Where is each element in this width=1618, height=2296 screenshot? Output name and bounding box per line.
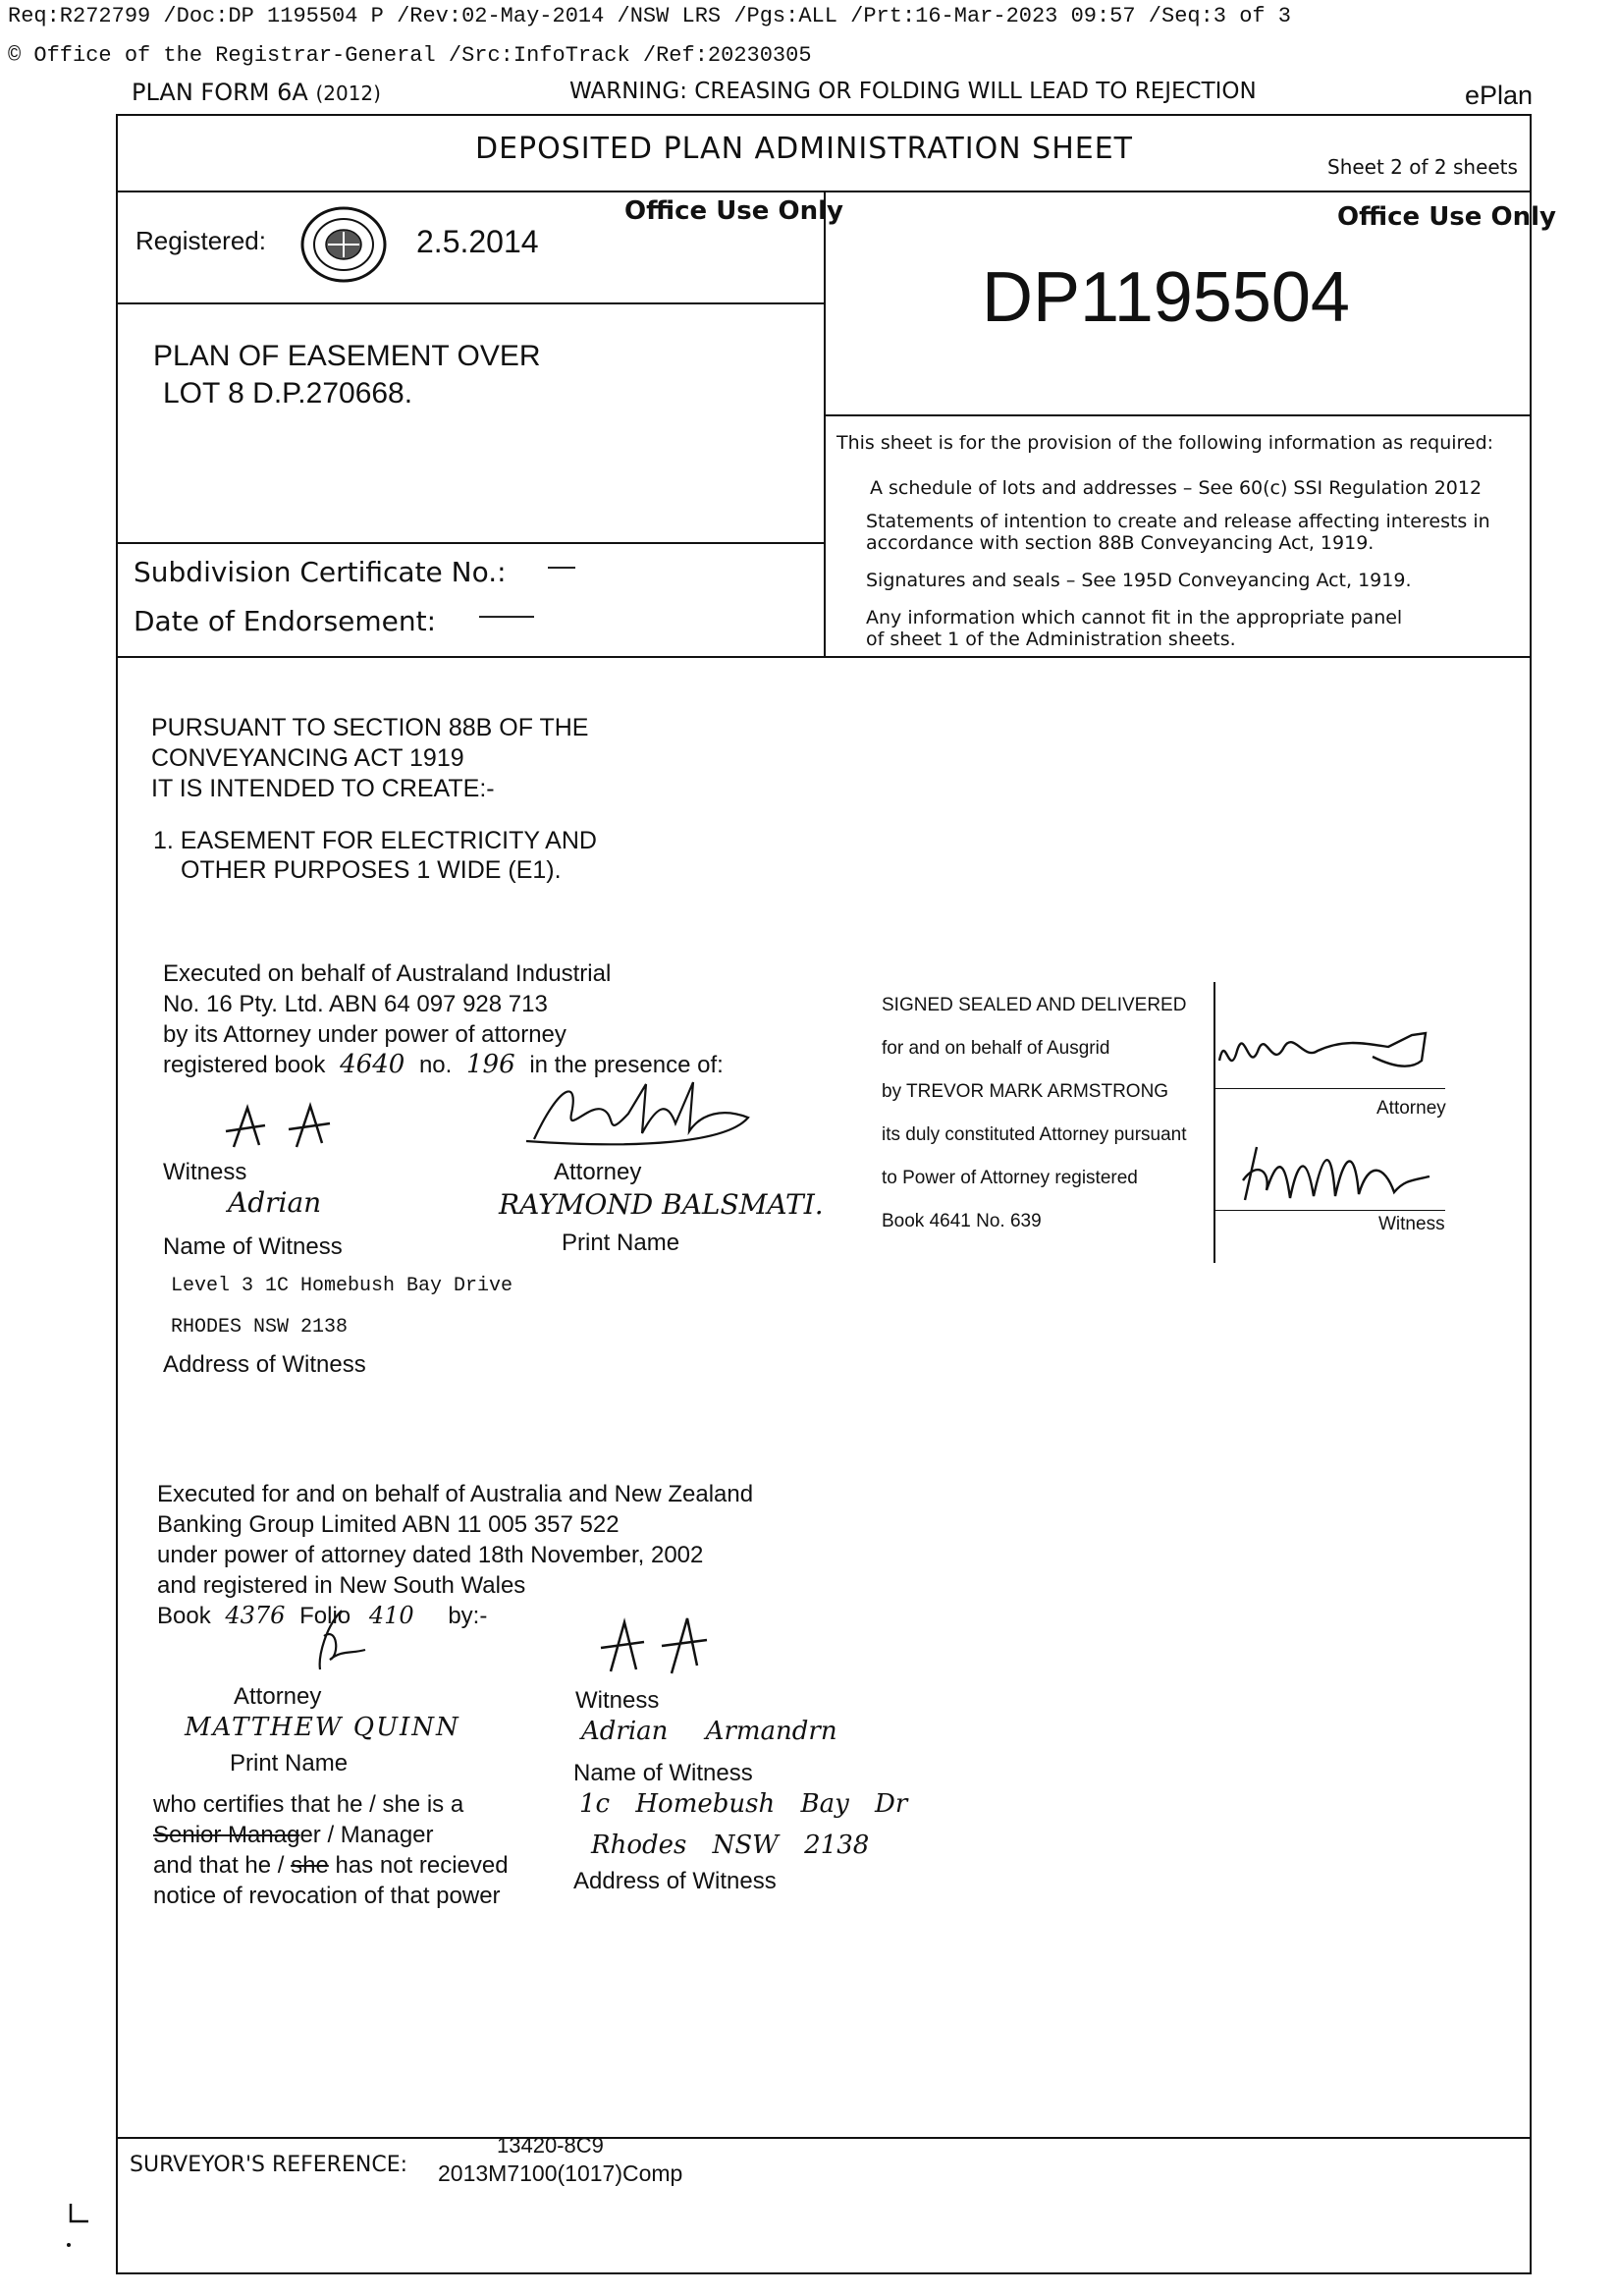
dp-number: DP1195504 [982,258,1350,337]
struck-senior-manager: Senior Manag [153,1822,300,1848]
exec2-address-label: Address of Witness [573,1868,777,1894]
exec2-address-hand1: 1c Homebush Bay Dr [579,1789,908,1819]
ausgrid-witness-line [1214,1210,1445,1211]
easement-line1: 1. EASEMENT FOR ELECTRICITY AND [153,827,597,854]
certifies-line3-a: and that he / [153,1852,292,1879]
sheet-count: Sheet 2 of 2 sheets [1327,155,1518,179]
exec1-book-label: registered book [163,1052,326,1078]
exec2-witness-label: Witness [575,1687,660,1714]
ausgrid-attorney-label: Attorney [1376,1098,1446,1119]
attorney-signature [520,1074,756,1155]
endorsement-date-value: —— [479,599,534,629]
endorsement-date-label: Date of Endorsement: [134,605,437,637]
exec1-line1: Executed on behalf of Australand Industrial [163,960,612,987]
header-panels-bottom [116,656,1532,658]
plan-of-line1: PLAN OF EASEMENT OVER [153,340,541,372]
exec2-line3: under power of attorney dated 18th November, 2002 [157,1542,704,1568]
exec1-attorney-name: RAYMOND BALSMATI. [499,1188,824,1221]
exec1-line3: by its Attorney under power of attorney [163,1021,566,1048]
registered-divider [116,302,825,304]
print-header-line2: © Office of the Registrar-General /Src:InfoTrack /Ref:20230305 [8,43,812,68]
certifies-line2 [153,1820,509,1850]
ausgrid-line2: for and on behalf of Ausgrid [882,1038,1110,1059]
office-use-left: Office Use Only [624,196,843,226]
ausgrid-attorney-line [1214,1088,1445,1089]
plan-form-number: PLAN FORM 6A [132,79,308,106]
exec1-witness-label: Witness [163,1159,247,1185]
surveyor-reference-label: SURVEYOR'S REFERENCE: [130,2153,408,2177]
info-intro: This sheet is for the provision of the following information as required: [836,432,1494,454]
exec2-address-hand2: Rhodes NSW 2138 [591,1831,870,1860]
exec2-statement [157,1479,753,1631]
exec2-folio-value: 410 [368,1602,414,1629]
ausgrid-witness-label: Witness [1378,1214,1445,1234]
exec2-attorney-label: Attorney [234,1683,322,1710]
certifies-line3 [153,1850,509,1881]
exec2-book-value: 4376 [225,1602,286,1629]
eplan-label: ePlan [1465,81,1534,110]
exec1-presence: in the presence of: [529,1052,724,1078]
plan-form-label [132,79,381,106]
exec2-witness-initials-signature [597,1614,715,1679]
office-use-right: Office Use Only [1337,202,1556,232]
exec1-book-value: 4640 [340,1050,405,1079]
info-item-schedule: A schedule of lots and addresses – See 60(c) SSI Regulation 2012 [870,477,1483,499]
exec1-address-line1: Level 3 1C Homebush Bay Drive [171,1275,513,1297]
surveyor-reference-2: 2013M7100(1017)Comp [438,2160,683,2186]
info-item-other-line1: Any information which cannot fit in the appropriate panel [866,607,1403,629]
certifies-line2-rest: er / Manager [299,1822,434,1848]
ausgrid-line1: SIGNED SEALED AND DELIVERED [882,995,1187,1015]
exec2-attorney-name: MATTHEW QUINN [185,1713,460,1742]
certifies-line1: who certifies that he / she is a [153,1791,464,1818]
info-item-other [866,607,1402,650]
exec1-no-value: 196 [466,1050,515,1079]
info-item-signatures: Signatures and seals – See 195D Conveyancing Act, 1919. [866,570,1412,591]
certifies-line4: notice of revocation of that power [153,1883,501,1909]
exec2-attorney-signature [312,1607,371,1675]
exec2-folio-label: Folio [299,1603,351,1629]
corner-registration-mark [67,2200,106,2259]
plan-of-line2: LOT 8 D.P.270668. [163,377,413,410]
exec2-book-label: Book [157,1603,211,1629]
subdivision-cert-label: Subdivision Certificate No.: [134,556,507,588]
witness-initials-signature [222,1100,359,1155]
folding-warning: WARNING: CREASING OR FOLDING WILL LEAD TO REJECTION [569,79,1257,104]
exec2-certification [153,1789,509,1911]
exec2-by-label: by:- [448,1603,488,1629]
info-item-other-line2: of sheet 1 of the Administration sheets. [866,629,1236,650]
exec1-attorney-label: Attorney [554,1159,642,1185]
info-item-statements-line1: Statements of intention to create and release affecting interests in [866,511,1490,532]
info-item-statements [866,511,1490,554]
exec1-line2: No. 16 Pty. Ltd. ABN 64 097 928 713 [163,991,548,1017]
easement-line2: OTHER PURPOSES 1 WIDE (E1). [181,856,562,884]
plan-form-year: (2012) [315,82,381,105]
exec2-witness-name: Adrian Armandrn [581,1717,837,1746]
panel-vertical-divider [824,191,826,658]
footer-divider [116,2137,1532,2139]
pursuant-statement [151,713,588,804]
exec1-address-label: Address of Witness [163,1351,366,1378]
exec2-print-name-label: Print Name [230,1750,349,1777]
ausgrid-line3: by TREVOR MARK ARMSTRONG [882,1081,1169,1102]
ausgrid-witness-signature [1237,1141,1433,1210]
exec2-line2: Banking Group Limited ABN 11 005 357 522 [157,1511,620,1538]
certifies-line3-b: has not recieved [328,1852,509,1879]
plan-divider [116,542,825,544]
registrar-general-seal-icon [298,204,389,285]
exec1-witness-name: Adrian [228,1186,322,1219]
sheet-title: DEPOSITED PLAN ADMINISTRATION SHEET [475,132,1133,166]
subdivision-cert-value: — [548,550,575,580]
info-item-statements-line2: accordance with section 88B Conveyancing Act, 1919. [866,532,1375,554]
registered-label: Registered: [135,226,266,255]
pursuant-line1: PURSUANT TO SECTION 88B OF THE [151,714,589,741]
pursuant-line2: CONVEYANCING ACT 1919 [151,744,464,772]
ausgrid-line5: to Power of Attorney registered [882,1168,1138,1188]
exec1-name-of-witness-label: Name of Witness [163,1233,343,1260]
exec2-line1: Executed for and on behalf of Australia and New Zealand [157,1481,754,1507]
struck-she: she [291,1852,329,1879]
surveyor-reference-1: 13420-8C9 [497,2133,604,2158]
ausgrid-line6: Book 4641 No. 639 [882,1211,1042,1231]
print-header-line1: Req:R272799 /Doc:DP 1195504 P /Rev:02-May-2014 /NSW LRS /Pgs:ALL /Prt:16-Mar-2023 09:57 /Seq:3 of 3 [8,4,1292,28]
exec1-print-name-label: Print Name [562,1230,680,1256]
registered-date: 2.5.2014 [416,224,539,259]
exec2-name-of-witness-label: Name of Witness [573,1760,753,1786]
exec2-line4: and registered in New South Wales [157,1572,526,1599]
exec1-no-label: no. [418,1052,453,1078]
ausgrid-line4: its duly constituted Attorney pursuant [882,1124,1187,1145]
ausgrid-statement [882,984,1187,1243]
exec1-address-line2: RHODES NSW 2138 [171,1316,349,1339]
ausgrid-attorney-signature [1215,1021,1451,1090]
exec1-statement [163,958,724,1080]
pursuant-line3: IT IS INTENDED TO CREATE:- [151,775,495,802]
dp-divider [825,414,1532,416]
